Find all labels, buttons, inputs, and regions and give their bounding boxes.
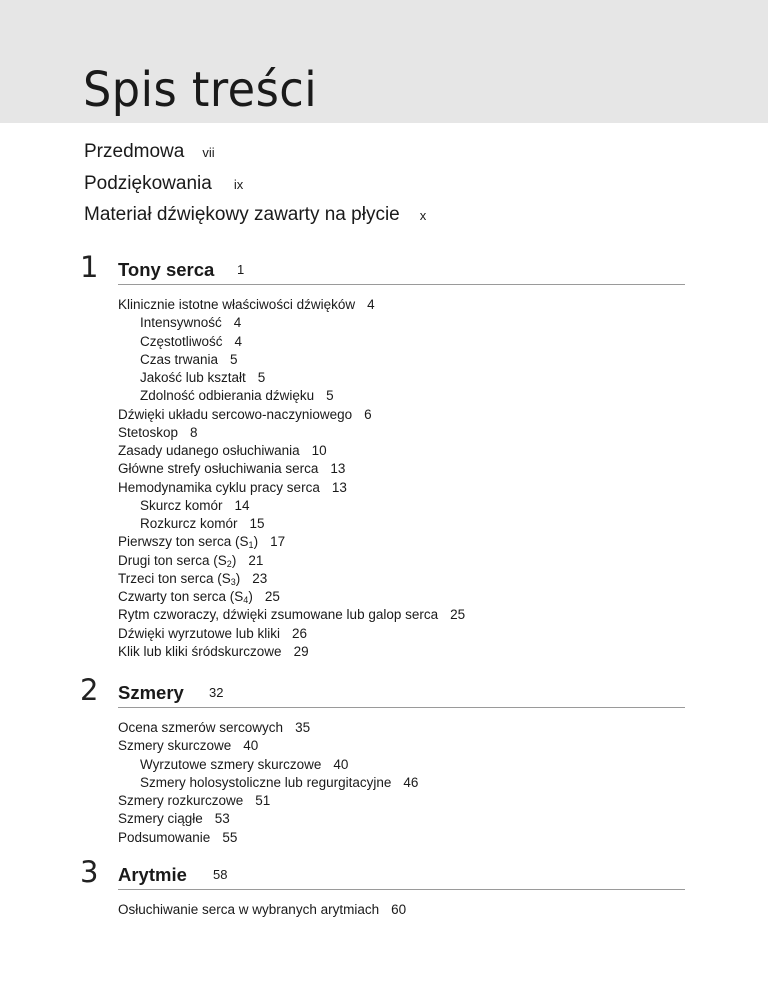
toc-entry[interactable]: Podsumowanie 55	[118, 829, 238, 845]
toc-entry[interactable]: Główne strefy osłuchiwania serca 13	[118, 461, 346, 477]
chapter-title[interactable]: Szmery	[118, 682, 184, 703]
toc-subentry[interactable]: Czas trwania 5	[140, 351, 238, 367]
chapter-number: 2	[80, 673, 99, 707]
front-matter-item[interactable]	[84, 204, 426, 226]
front-matter-item[interactable]	[84, 173, 243, 195]
toc-entry[interactable]: Dźwięki wyrzutowe lub kliki 26	[118, 625, 308, 641]
toc-subentry[interactable]: Szmery holosystoliczne lub regurgitacyjne 46	[140, 774, 419, 790]
toc-entry[interactable]: Trzeci ton serca $(S_3)$ 23	[118, 570, 268, 587]
front-matter-label: Materiał dźwiękowy zawarty na płycie	[84, 204, 400, 225]
header-band	[0, 0, 768, 123]
toc-subentry[interactable]: Skurcz komór 14	[140, 497, 250, 513]
chapter-entries	[118, 296, 465, 661]
toc-entry[interactable]: Dźwięki układu sercowo-naczyniowego 6	[118, 406, 372, 422]
toc-subentry[interactable]: Wyrzutowe szmery skurczowe 40	[140, 756, 349, 772]
toc-subentry[interactable]: Częstotliwość 4	[140, 333, 243, 349]
chapter-page: 32	[209, 685, 224, 700]
toc-entry[interactable]: Stetoskop 8	[118, 424, 198, 440]
toc-entry[interactable]: Hemodynamika cyklu pracy serca 13	[118, 479, 347, 495]
toc-subentry[interactable]: Intensywność 4	[140, 315, 242, 331]
toc-entry[interactable]: Czwarty ton serca $(S_4)$ 25	[118, 589, 280, 605]
chapter-divider	[118, 284, 685, 285]
chapter-divider	[118, 889, 685, 890]
toc-entry[interactable]: Pierwszy ton serca $(S_1)$ 17	[118, 534, 286, 551]
chapter-number: 1	[80, 250, 99, 284]
chapter-page: 58	[213, 867, 228, 882]
toc-entry[interactable]: Ocena szmerów sercowych 35	[118, 720, 311, 735]
toc-subentry[interactable]: Zdolność odbierania dźwięku 5	[140, 388, 334, 404]
toc-entry[interactable]: Szmery skurczowe 40	[118, 738, 259, 754]
page-title: Spis treści	[83, 62, 318, 118]
toc-subentry[interactable]: Jakość lub kształt 5	[140, 370, 266, 385]
front-matter-item[interactable]	[84, 141, 215, 163]
toc-entry[interactable]: Zasady udanego osłuchiwania 10	[118, 443, 327, 458]
front-matter-label: Podziękowania	[84, 173, 212, 194]
front-matter-page: vii	[202, 145, 215, 160]
chapter-divider	[118, 707, 685, 708]
toc-entry[interactable]: Drugi ton serca $(S_2)$ 21	[118, 552, 264, 569]
chapter-title[interactable]: Arytmie	[118, 864, 187, 885]
toc-entry[interactable]: Klik lub kliki śródskurczowe 29	[118, 643, 309, 659]
chapter-page: 1	[237, 262, 245, 277]
front-matter-page: x	[419, 208, 427, 223]
front-matter-label: Przedmowa	[84, 141, 185, 162]
toc-entry[interactable]: Osłuchiwanie serca w wybranych arytmiach 60	[118, 902, 407, 917]
toc-entry[interactable]: Szmery rozkurczowe 51	[118, 793, 271, 808]
toc-entry[interactable]: Klinicznie istotne właściwości dźwięków 4	[118, 297, 375, 312]
chapter-title[interactable]: Tony serca	[118, 259, 215, 280]
chapter-entries	[118, 719, 418, 847]
toc-entry[interactable]: Rytm czworaczy, dźwięki zsumowane lub galop serca 25	[118, 607, 466, 623]
chapter-number: 3	[80, 855, 99, 889]
toc-subentry[interactable]: Rozkurcz komór 15	[140, 516, 265, 531]
chapter-entries	[118, 901, 406, 919]
toc-entry[interactable]: Szmery ciągłe 53	[118, 811, 230, 827]
front-matter-page: ix	[233, 177, 244, 192]
